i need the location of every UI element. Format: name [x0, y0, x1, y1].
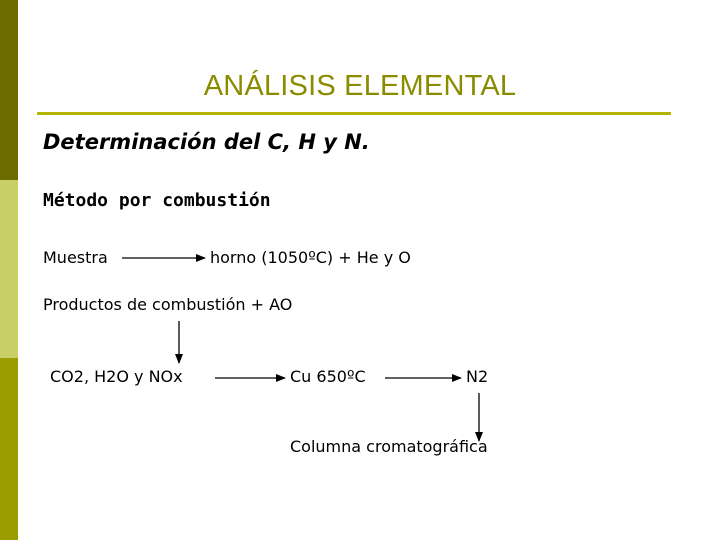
sidebar-accent-bottom: [0, 358, 18, 540]
title-underline: [37, 112, 671, 115]
flow-copper-label: Cu 650ºC: [290, 367, 366, 386]
flow-column-label: Columna cromatográfica: [290, 437, 488, 456]
flow-gases-label: CO2, H2O y NOx: [50, 367, 183, 386]
flow-products-label: Productos de combustión + AO: [43, 295, 293, 314]
flow-sample-label: Muestra: [43, 248, 108, 267]
slide-title: ANÁLISIS ELEMENTAL: [203, 70, 517, 102]
slide-subtitle: Determinación del C, H y N.: [43, 130, 370, 154]
flow-nitrogen-label: N2: [466, 367, 489, 386]
flow-furnace-label: horno (1050ºC) + He y O: [210, 248, 411, 267]
sidebar-accent-middle: [0, 180, 18, 358]
method-heading: Método por combustión: [43, 190, 271, 211]
